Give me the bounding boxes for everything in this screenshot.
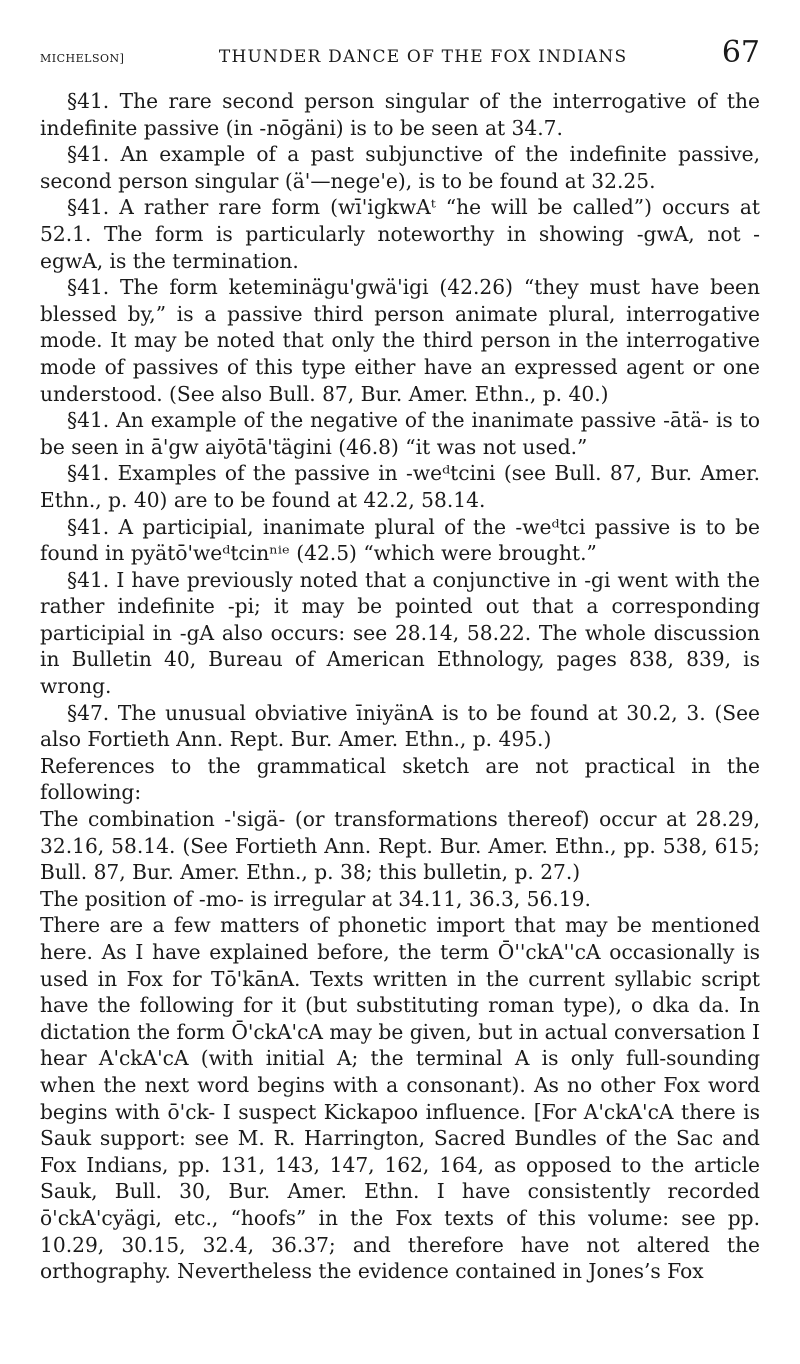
paragraph: §47. The unusual obviative īniyänA is to be found at 30.2, 3. (See also Fortieth Ann. Rept. Bur. Amer. Ethn., p. 495.) xyxy=(40,700,760,752)
page-number: 67 xyxy=(721,35,760,70)
paragraph: §41. A rather rare form (wī'igkwAᵗ “he will be called”) occurs at 52.1. The form is particularly noteworthy in showing -gwA, not -egwA, is the termination. xyxy=(40,195,760,273)
paragraph: §41. I have previously noted that a conjunctive in -gi went with the rather indefinite -pi; it may be pointed out that a corresponding participial in -gA also occurs: see 28.14, 58.22. The whole discussion in Bulletin 40, Bureau of American Ethnology, pages 838, 839, is wrong. xyxy=(40,567,760,699)
paragraph: The combination -'sigä- (or transformations thereof) occur at 28.29, 32.16, 58.14. (See Fortieth Ann. Rept. Bur. Amer. Ethn., pp. 538, 615; Bull. 87, Bur. Amer. Ethn., p. 38; this bulletin, p. 27.) xyxy=(40,807,760,885)
paragraph: §41. An example of a past subjunctive of the indefinite passive, second person singular (ä'—nege'e), is to be found at 32.25. xyxy=(40,142,760,193)
paragraph: §41. The rare second person singular of the interrogative of the indefinite passive (in -nōgäni) is to be seen at 34.7. xyxy=(40,89,760,140)
paragraph: §41. A participial, inanimate plural of the -weᵈtci passive is to be found in pyätō'weᵈtcinⁿⁱᵉ (42.5) “which were brought.” xyxy=(40,514,760,566)
paragraph: §41. An example of the negative of the inanimate passive -ātä- is to be seen in ā'gw aiyōtā'tägini (46.8) “it was not used.” xyxy=(40,408,760,459)
paragraph: §41. Examples of the passive in -weᵈtcini (see Bull. 87, Bur. Amer. Ethn., p. 40) are to be found at 42.2, 58.14. xyxy=(40,461,760,512)
running-head xyxy=(40,35,760,74)
paragraph: The position of -mo- is irregular at 34.11, 36.3, 56.19. xyxy=(40,886,591,911)
paragraph: There are a few matters of phonetic import that may be mentioned here. As I have explained before, the term Ō''ckA''cA occasionally is used in Fox for Tō'kānA. Texts written in the current syllabic script have the following for it (but substituting roman type), o dka da. In dictation the form Ō'ckA'cA may be given, but in actual conversation I hear A'ckA'cA (with initial A; the terminal A is only full-sounding when the next word begins with a consonant). As no other Fox word begins with ō'ck- I suspect Kickapoo influence. [For A'ckA'cA there is Sauk support: see M. R. Harrington, Sacred Bundles of the Sac and Fox Indians, pp. 131, 143, 147, 162, 164, as opposed to the article Sauk, Bull. 30, Bur. Amer. Ethn. I have consistently recorded ō'ckA'cyägi, etc., “hoofs” in the Fox texts of this volume: see pp. 10.29, 30.15, 32.4, 36.37; and therefore have not altered the orthography. Nevertheless the evidence contained in Jones’s Fox xyxy=(40,913,760,1284)
paragraph: §41. The form keteminägu'gwä'igi (42.26) “they must have been blessed by,” is a passive third person animate plural, interrogative mode. It may be noted that only the third person in the interrogative mode of passives of this type either have an expressed agent or one understood. (See also Bull. 87, Bur. Amer. Ethn., p. 40.) xyxy=(40,275,760,406)
paragraph: References to the grammatical sketch are not practical in the following: xyxy=(40,753,760,805)
author-running-head: MICHELSON] xyxy=(40,52,125,65)
body-text xyxy=(40,88,760,1285)
title-running-head: THUNDER DANCE OF THE FOX INDIANS xyxy=(218,47,628,67)
